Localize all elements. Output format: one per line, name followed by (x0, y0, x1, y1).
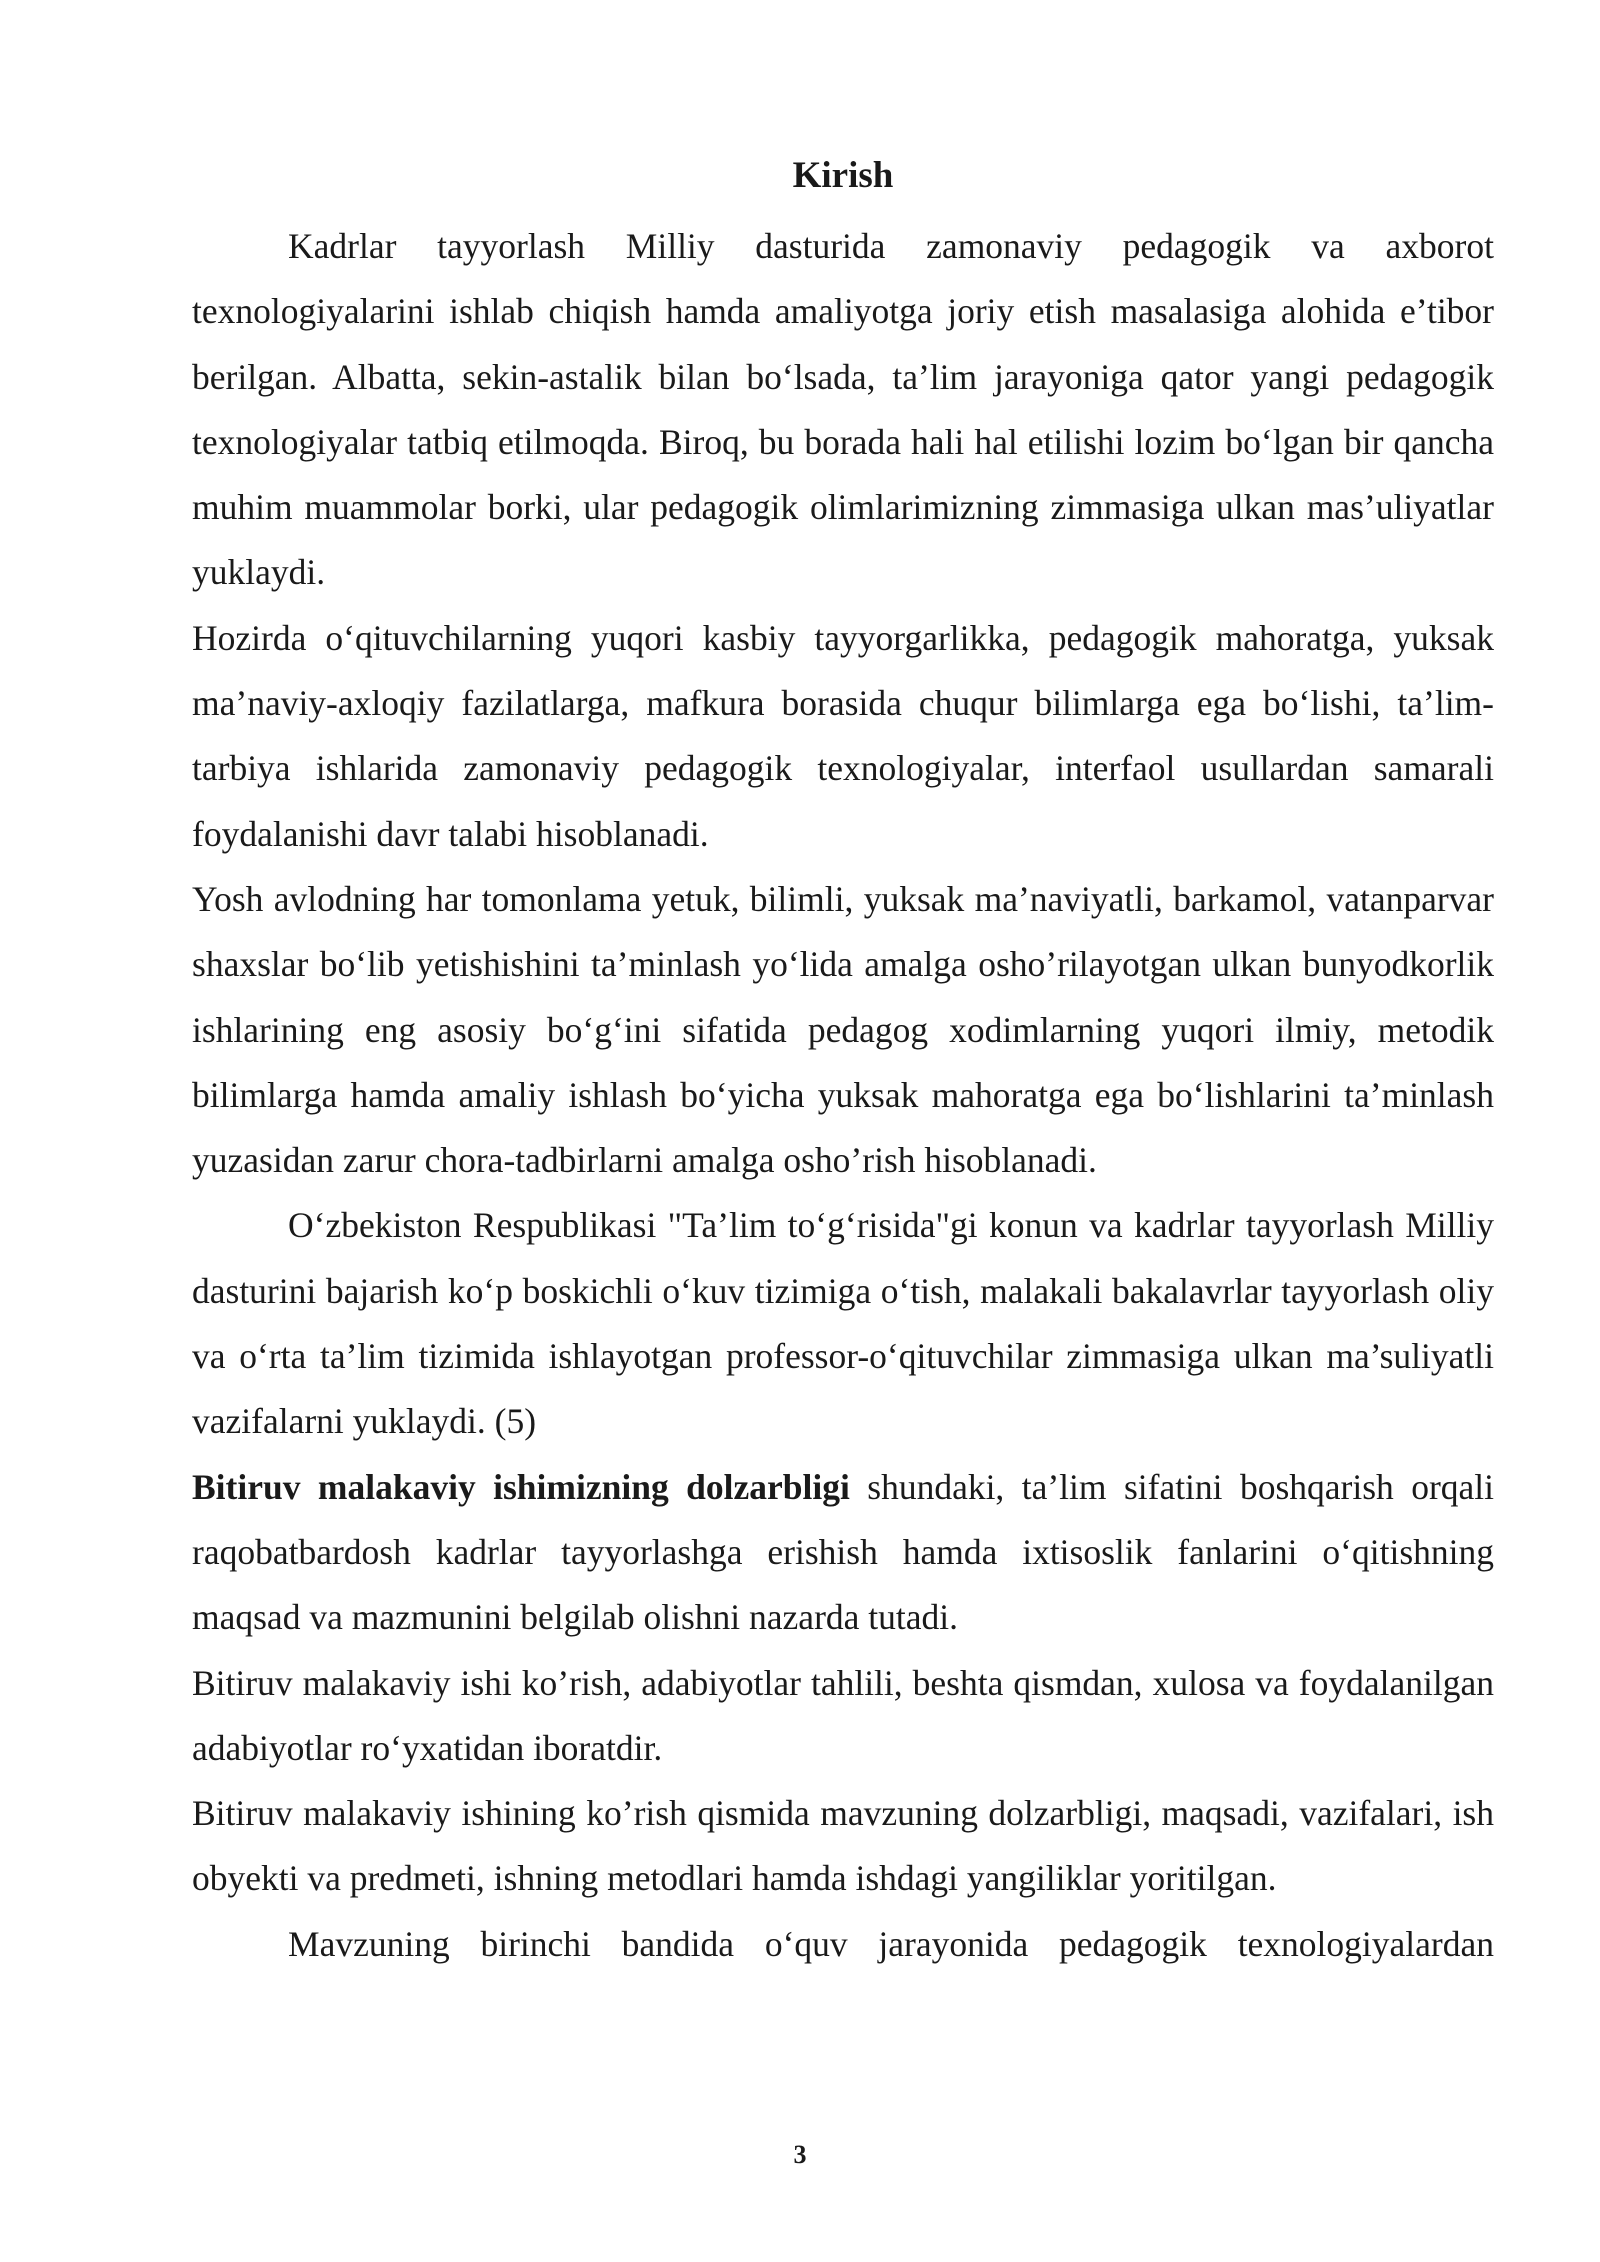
page-title: Kirish (792, 155, 894, 196)
paragraph-youth: Yosh avlodning har tomonlama yetuk, bilimli, yuksak ma’naviyatli, barkamol, vatanparvar shaxslar bo‘lib yetishishini ta’minlash yo‘lida amalga osho’rilayotgan ulkan bunyodkorlik ishlarining eng asosiy bo‘g‘ini sifatida pedagog xodimlarning yuqori ilmiy, metodik bilimlarga hamda amaliy ishlash bo‘yicha yuksak mahoratga ega bo‘lishlarini ta’minlash yuzasidan zarur chora-tadbirlarni amalga osho’rish hisoblanadi. (192, 878, 1494, 1181)
paragraph-first-section: Mavzuning birinchi bandida o‘quv jarayonida pedagogik texnologiyalardan (288, 1923, 1494, 1964)
paragraph-intro-section: Bitiruv malakaviy ishining ko’rish qismida mavzuning dolzarbligi, maqsadi, vazifalari, ish obyekti va predmeti, ishning metodlari hamda ishdagi yangiliklar yoritilgan. (192, 1793, 1494, 1899)
paragraph-structure: Bitiruv malakaviy ishi ko’rish, adabiyotlar tahlili, beshta qismdan, xulosa va foydalanilgan adabiyotlar ro‘yxatidan iboratdir. (192, 1662, 1494, 1768)
paragraph-intro: Kadrlar tayyorlash Milliy dasturida zamonaviy pedagogik va axborot texnologiyalarini ishlab chiqish hamda amaliyotga joriy etish masalasiga alohida e’tibor berilgan. Albatta, sekin-astalik bilan bo‘lsada, ta’lim jarayoniga qator yangi pedagogik texnologiyalar tatbiq etilmoqda. Biroq, bu borada hali hal etilishi lozim bo‘lgan bir qancha muhim muammolar borki, ular pedagogik olimlarimizning zimmasiga ulkan mas’uliyatlar yuklaydi. (192, 226, 1494, 593)
paragraph-law: O‘zbekiston Respublikasi "Ta’lim to‘g‘risida"gi konun va kadrlar tayyorlash Milliy dasturini bajarish ko‘p boskichli o‘kuv tizimiga o‘tish, malakali bakalavrlar tayyorlash oliy va o‘rta ta’lim tizimida ishlayotgan professor-o‘qituvchilar zimmasiga ulkan ma’suliyatli vazifalarni yuklaydi. (5) (192, 1205, 1494, 1442)
document-page (192, 150, 1494, 1977)
relevance-heading: Bitiruv malakaviy ishimizning dolzarbligi (192, 1466, 850, 1507)
paragraph-teachers: Hozirda o‘qituvchilarning yuqori kasbiy tayyorgarlikka, pedagogik mahoratga, yuksak ma’naviy-axloqiy fazilatlarga, mafkura borasida chuqur bilimlarga ega bo‘lishi, ta’lim-tarbiya ishlarida zamonaviy pedagogik texnologiyalar, interfaol usullardan samarali foydalanishi davr talabi hisoblanadi. (192, 617, 1494, 854)
paragraph-relevance (192, 1455, 1494, 1651)
relevance-text: shundaki, ta’lim sifatini boshqarish orqali raqobatbardosh kadrlar tayyorlashga erishish hamda ixtisoslik fanlarini o‘qitishning maqsad va mazmunini belgilab olishni nazarda tutadi. (192, 1466, 1495, 1638)
page-number: 3 (793, 2140, 807, 2169)
